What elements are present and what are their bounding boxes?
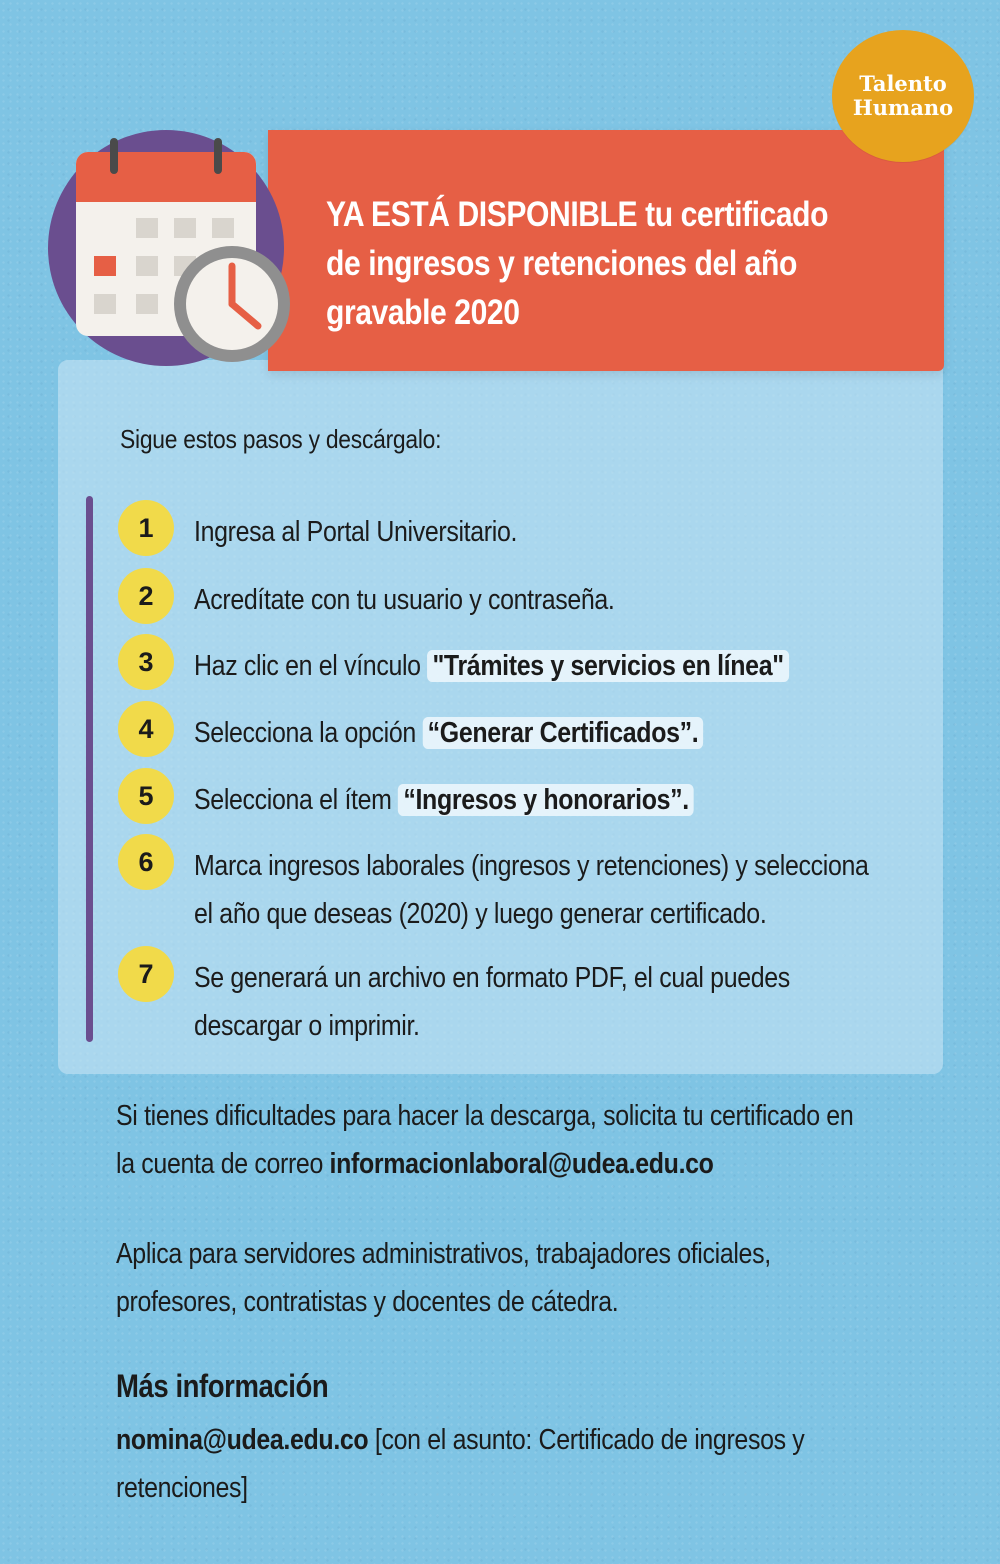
badge-line-1: Talento: [859, 71, 947, 96]
more-info-title: Más información: [116, 1368, 329, 1404]
step-number: 2: [118, 568, 174, 624]
more-info-email-link[interactable]: nomina@udea.edu.co: [116, 1424, 369, 1456]
step-number: 5: [118, 768, 174, 824]
more-info-line-1: [116, 1416, 804, 1464]
step-number: 4: [118, 701, 174, 757]
step-number: 1: [118, 500, 174, 556]
applies-line-2: profesores, contratistas y docentes de cátedra.: [116, 1286, 619, 1318]
headline-line-2: de ingresos y retenciones del año: [326, 244, 797, 283]
step-text: [194, 842, 869, 938]
headline: [326, 190, 842, 337]
step-text-plain: Haz clic en el vínculo: [194, 650, 428, 682]
step-text-line-2: el año que deseas (2020) y luego generar certificado.: [194, 898, 767, 930]
help-line-2: [116, 1140, 853, 1188]
step-text-plain: Selecciona la opción: [194, 717, 423, 749]
help-paragraph: [116, 1092, 853, 1188]
talento-humano-badge: [832, 30, 974, 162]
step-highlight: “Ingresos y honorarios”.: [398, 784, 694, 816]
steps-accent-line: [86, 496, 93, 1042]
applies-line-1: Aplica para servidores administrativos, trabajadores oficiales,: [116, 1238, 771, 1270]
step-text-plain: Selecciona el ítem: [194, 784, 399, 816]
headline-line-3: gravable 2020: [326, 293, 520, 332]
step-number: 7: [118, 946, 174, 1002]
headline-strong: YA ESTÁ DISPONIBLE: [326, 195, 638, 234]
step-text: Acredítate con tu usuario y contraseña.: [194, 584, 615, 616]
step-text-line-2: descargar o imprimir.: [194, 1010, 420, 1042]
steps-intro: Sigue estos pasos y descárgalo:: [120, 424, 442, 454]
step-highlight: “Generar Certificados”.: [422, 717, 703, 749]
more-info-paragraph: [116, 1416, 804, 1512]
headline-rest: tu certificado: [637, 195, 829, 234]
step-number: 6: [118, 834, 174, 890]
more-info-line-1-suffix: [con el asunto: Certificado de ingresos y: [368, 1424, 805, 1456]
calendar-clock-icon: [48, 130, 348, 380]
step-highlight: "Trámites y servicios en línea": [427, 650, 789, 682]
step-text: [194, 709, 703, 757]
help-line-2-prefix: la cuenta de correo: [116, 1148, 330, 1180]
help-email-link[interactable]: informacionlaboral@udea.edu.co: [329, 1148, 714, 1180]
step-text: [194, 954, 790, 1050]
step-text: Ingresa al Portal Universitario.: [194, 516, 518, 548]
more-info-line-2: retenciones]: [116, 1472, 248, 1504]
step-text-line-1: Marca ingresos laborales (ingresos y retenciones) y selecciona: [194, 850, 869, 882]
step-text-line-1: Se generará un archivo en formato PDF, el cual puedes: [194, 962, 790, 994]
help-line-1: Si tienes dificultades para hacer la descarga, solicita tu certificado en: [116, 1100, 854, 1132]
applies-paragraph: [116, 1230, 771, 1326]
step-number: 3: [118, 634, 174, 690]
step-text: [194, 776, 694, 824]
badge-line-2: Humano: [852, 95, 954, 120]
step-text: [194, 642, 789, 690]
